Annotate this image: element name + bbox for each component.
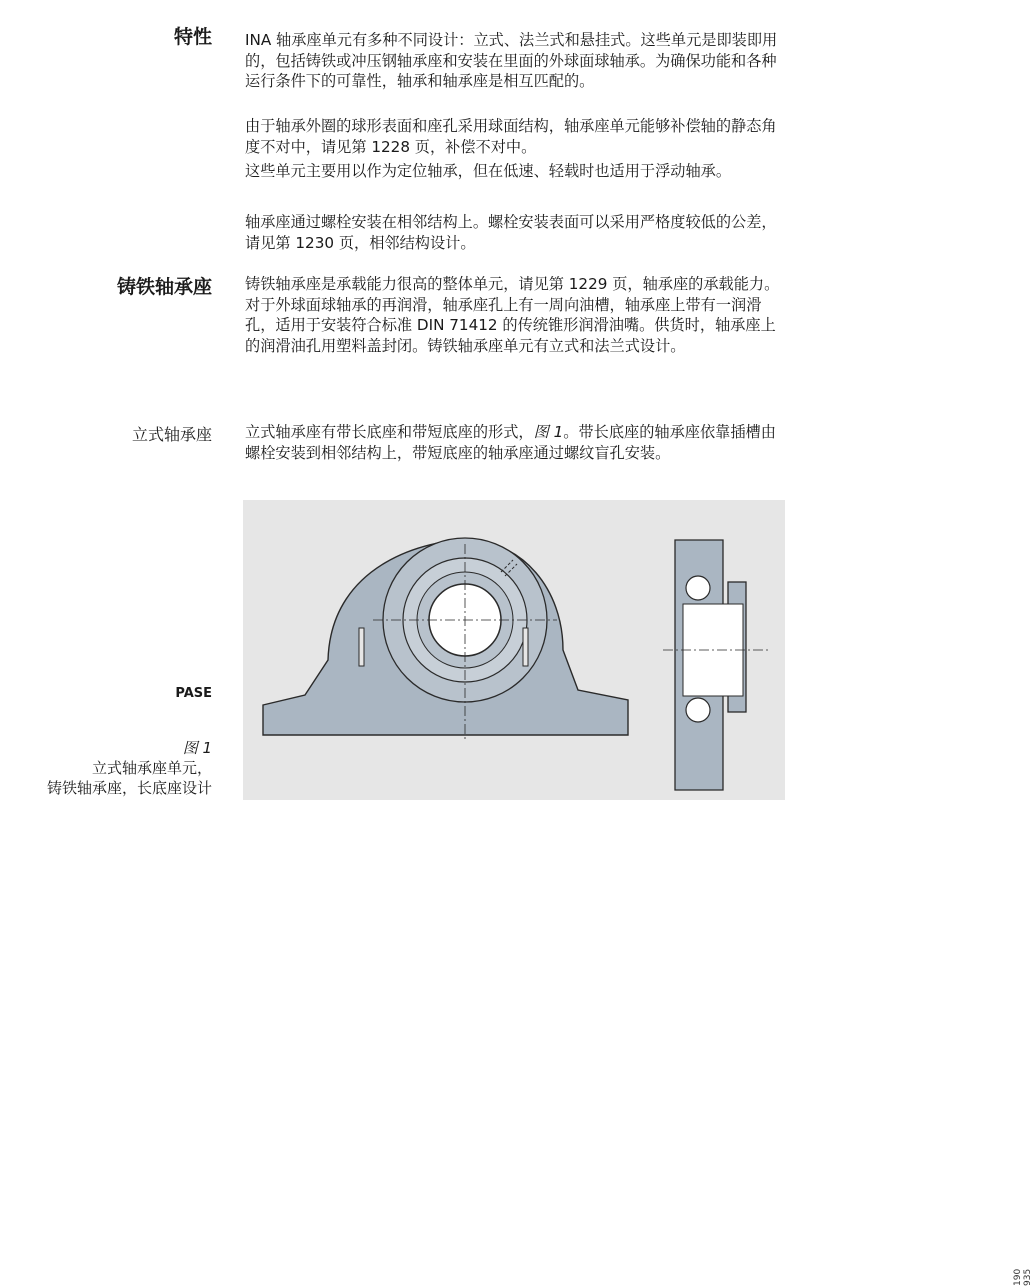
caption-line-1: 立式轴承座单元， [91,759,212,777]
figure-1 [243,500,1033,1286]
features-paragraph-1: INA 轴承座单元有多种不同设计：立式、法兰式和悬挂式。这些单元是即装即用的，包括铸铁或冲压钢轴承座和安装在里面的外球面球轴承。为确保功能和各种运行条件下的可靠性，轴承和轴承座是相互匹配的。 [245,31,778,90]
caption-line-2: 铸铁轴承座，长底座设计 [46,779,212,797]
figure-caption [47,738,212,798]
features-paragraph-3: 这些单元主要用以作为定位轴承，但在低速、轻载时也适用于浮动轴承。 [245,162,731,180]
subheading-plummer: 立式轴承座 [131,425,212,444]
heading-cast-iron: 铸铁轴承座 [116,276,212,298]
figure-reference-link[interactable]: 图 1 [533,423,564,441]
plummer-block-drawing [243,500,785,800]
cast-iron-paragraph: 铸铁轴承座是承载能力很高的整体单元，请见第 1229 页，轴承座的承载能力。对于外球面球轴承的再润滑，轴承座孔上有一周向油槽，轴承座上带有一润滑孔，适用于安装符合标准 DIN 71412 的传统锥形润滑油嘴。供货时，轴承座上的润滑油孔用塑料盖封闭。铸铁轴承座单元有立式和法兰式设计。 [245,275,780,355]
plummer-text-end: 。带长底座的轴承座依靠插槽由螺栓安装到相邻结构上，带短底座的轴承座通过螺纹盲孔安装。 [245,423,776,462]
heading-features: 特性 [173,26,212,48]
plummer-paragraph [245,422,780,463]
features-paragraph-2: 由于轴承外圈的球形表面和座孔采用球面结构，轴承座单元能够补偿轴的静态角度不对中，请见第 1228 页，补偿不对中。 [245,117,777,156]
product-code: PASE [175,686,212,701]
features-paragraph-4: 轴承座通过螺栓安装在相邻结构上。螺栓安装表面可以采用严格度较低的公差，请见第 1230 页，相邻结构设计。 [245,213,777,252]
plummer-text: 立式轴承座有带长底座和带短底座的形式， [245,423,534,441]
figure-number: 图 1 [182,739,212,757]
drawing-id: 190 935 [1013,1268,1033,1286]
